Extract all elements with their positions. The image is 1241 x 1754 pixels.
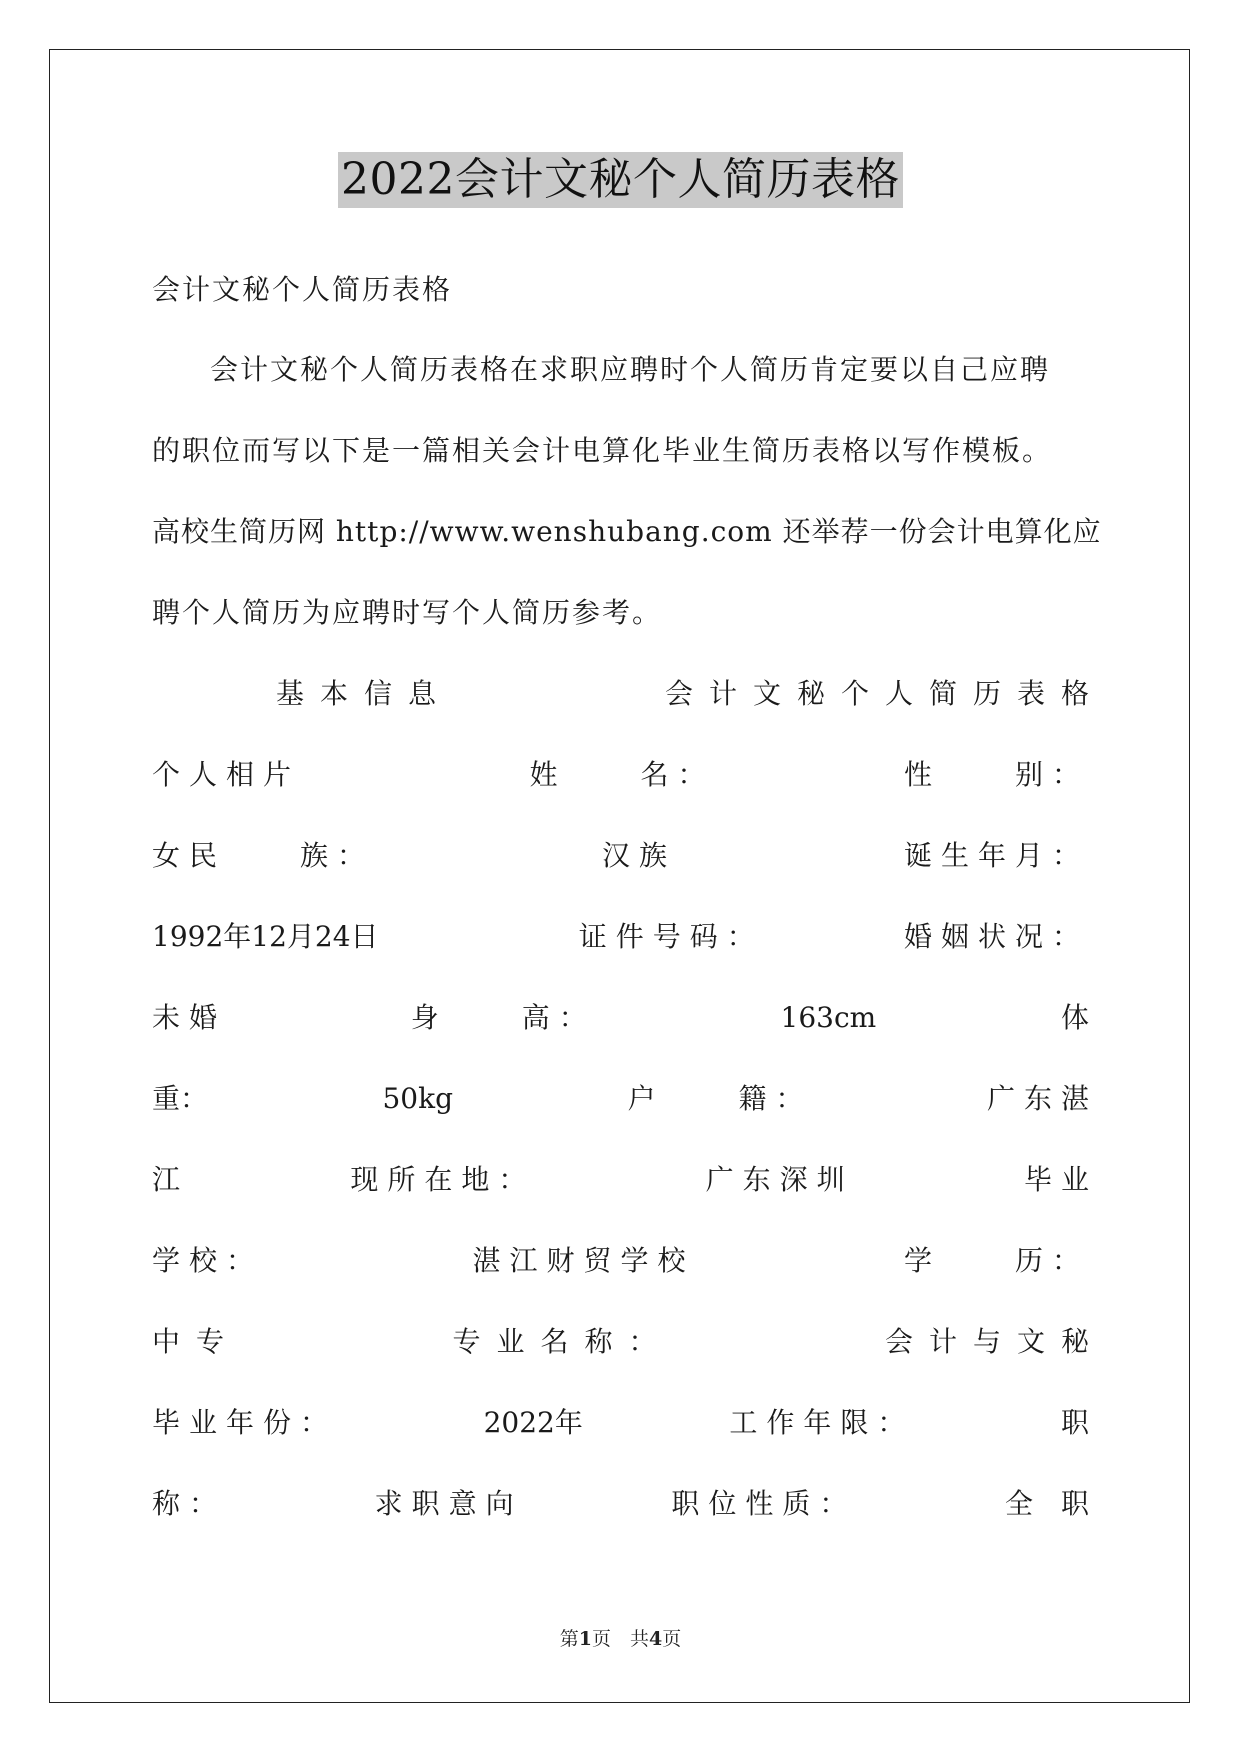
label-birth-date: 诞生年月： (903, 839, 1089, 872)
row-school-education (152, 1243, 1089, 1279)
value-job-type: 全 职 (1004, 1487, 1089, 1520)
row-graduation-experience (152, 1405, 1089, 1441)
footer-total-pages: 4 (649, 1628, 663, 1650)
value-education: 中专 (152, 1325, 241, 1358)
value-school: 湛江财贸学校 (472, 1244, 695, 1277)
value-hukou-part2: 江 (152, 1163, 181, 1196)
footer-suffix: 页 (662, 1628, 682, 1650)
section-basic-info: 基本信息 (276, 677, 453, 710)
row-education-major (152, 1324, 1105, 1360)
value-birth-date: 1992年12月24日 (152, 920, 379, 953)
document-title: 2022会计文秘个人简历表格 (338, 152, 903, 208)
label-id-number: 证件号码： (578, 920, 764, 953)
label-major: 专业名称： (452, 1325, 673, 1358)
label-weight-part1: 体 (1060, 1001, 1089, 1034)
row-marital-height (152, 1000, 1089, 1036)
row-basic-info (152, 676, 1105, 712)
page-footer (0, 1624, 1241, 1651)
row-hukou-location (152, 1162, 1098, 1198)
label-education: 学 历： (903, 1244, 1089, 1277)
section-resume-title: 会计文秘个人简历表格 (664, 677, 1105, 710)
label-graduation-year: 毕业年份： (152, 1406, 338, 1439)
value-hukou-part1: 广东湛 (986, 1082, 1098, 1115)
label-school-part2: 学校： (152, 1244, 264, 1277)
value-graduation-year: 2022年 (483, 1406, 583, 1439)
intro-line-2: 的职位而写以下是一篇相关会计电算化毕业生简历表格以写作模板。 (152, 434, 1053, 467)
label-title-part2: 称： (152, 1487, 227, 1520)
row-weight-hukou (152, 1081, 1098, 1117)
label-height: 身 高： (410, 1001, 596, 1034)
subtitle: 会计文秘个人简历表格 (152, 273, 453, 306)
label-name: 姓 名： (529, 758, 715, 791)
value-current-location: 广东深圳 (705, 1163, 854, 1196)
title-wrap (0, 152, 1241, 208)
footer-page-number: 1 (578, 1628, 592, 1650)
label-weight-part2: 重： (152, 1082, 209, 1115)
intro-line-4: 聘个人简历为应聘时写个人简历参考。 (152, 596, 663, 629)
label-work-years: 工作年限： (729, 1406, 915, 1439)
label-title-part1: 职 (1060, 1406, 1089, 1439)
label-marital-status: 婚姻状况： (903, 920, 1089, 953)
value-ethnicity: 汉族 (601, 839, 676, 872)
label-gender: 性 别： (903, 758, 1089, 791)
row-birth-id-marital (152, 919, 1089, 955)
label-job-type: 职位性质： (671, 1487, 857, 1520)
value-weight: 50kg (382, 1082, 454, 1115)
row-gender-ethnicity-birth (152, 838, 1089, 874)
label-current-location: 现所在地： (350, 1163, 536, 1196)
intro-line-3: 高校生简历网 http://www.wenshubang.com 还举荐一份会计电算化应 (152, 515, 1102, 548)
row-title-intention (152, 1486, 1089, 1522)
value-height: 163cm (780, 1001, 877, 1034)
label-job-intention: 求职意向 (374, 1487, 523, 1520)
label-hukou: 户 籍： (627, 1082, 813, 1115)
label-photo: 个人相片 (152, 758, 301, 791)
label-school-part1: 毕业 (1023, 1163, 1098, 1196)
footer-middle: 页 共 (591, 1628, 649, 1650)
footer-prefix: 第 (559, 1628, 579, 1650)
intro-line-1: 会计文秘个人简历表格在求职应聘时个人简历肯定要以自己应聘 (210, 353, 1051, 386)
value-marital-status: 未婚 (152, 1001, 227, 1034)
row-photo-name-gender (152, 757, 1089, 793)
value-gender-label-ethnicity: 女民 族： (152, 839, 375, 872)
value-major: 会计与文秘 (884, 1325, 1105, 1358)
